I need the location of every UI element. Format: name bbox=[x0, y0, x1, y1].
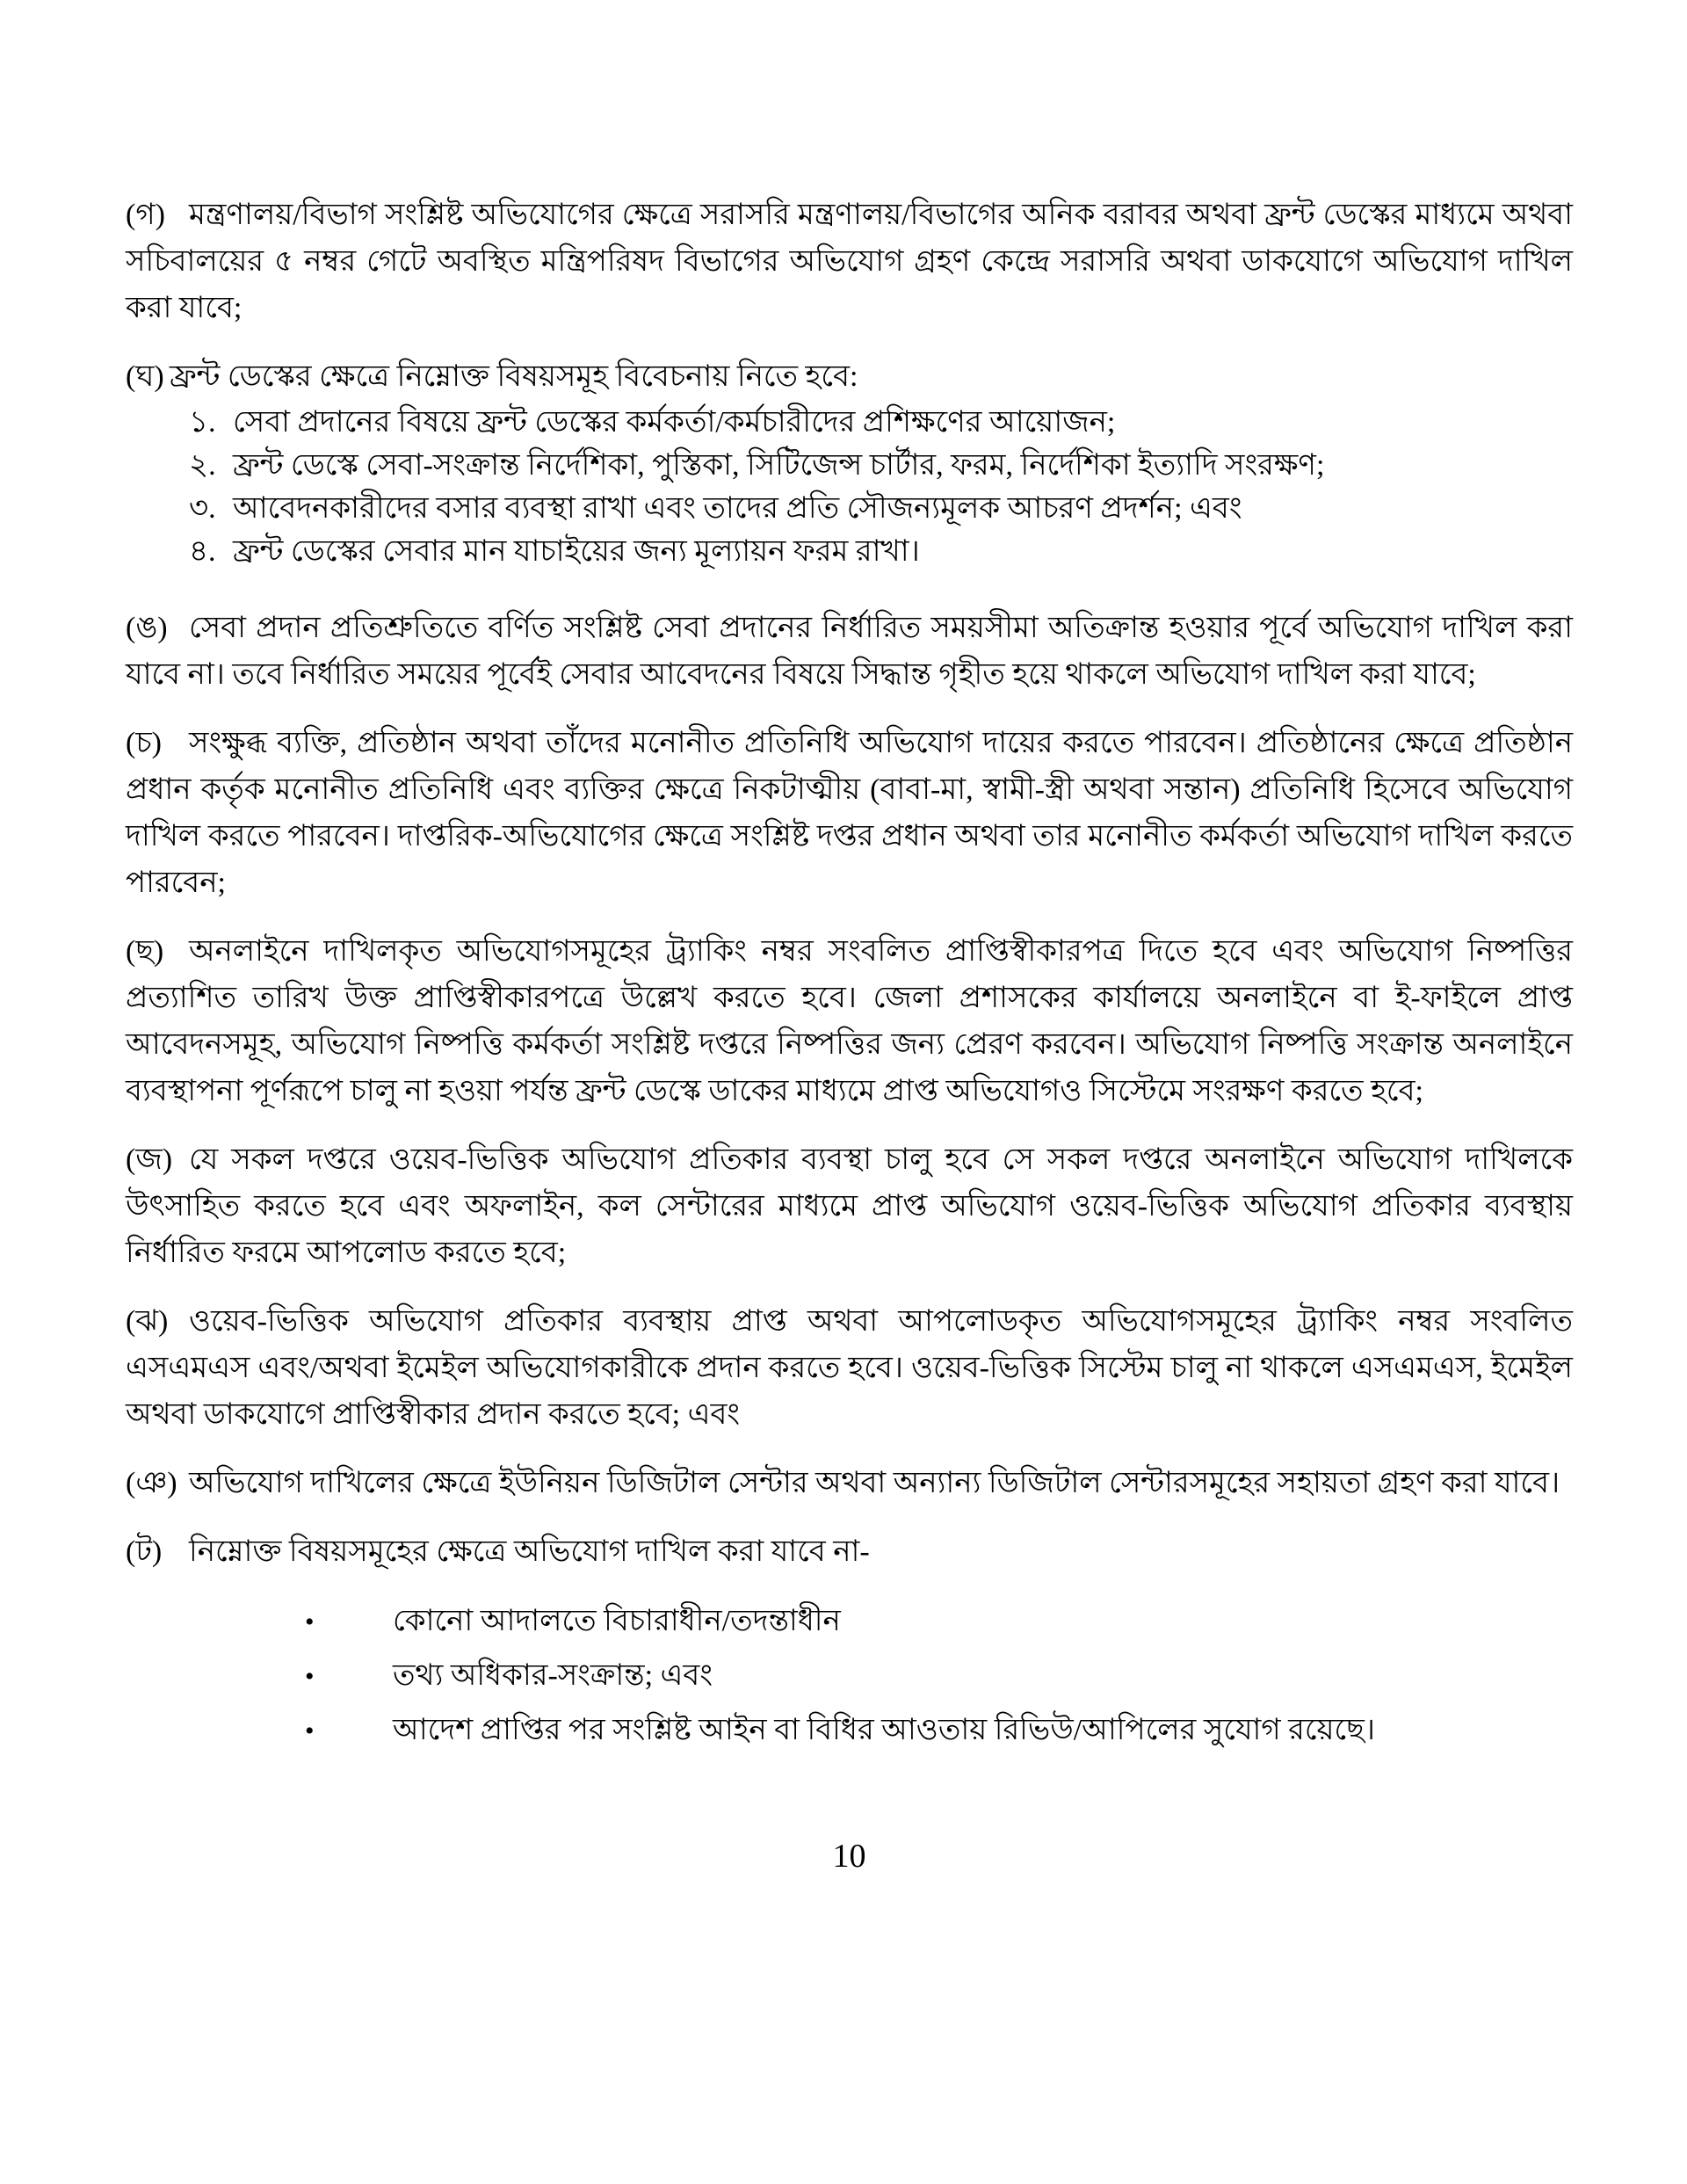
clause-ga bbox=[126, 192, 1573, 331]
list-item-number: ৪. bbox=[189, 535, 216, 568]
bullet-icon: • bbox=[305, 1716, 315, 1745]
list-item-text: ফ্রন্ট ডেস্কের সেবার মান যাচাইয়ের জন্য মূল্যায়ন ফরম রাখা। bbox=[233, 535, 920, 568]
clause-cha bbox=[126, 928, 1573, 1114]
clause-text: সংক্ষুব্ধ ব্যক্তি, প্রতিষ্ঠান অথবা তাঁদের মনোনীত প্রতিনিধি অভিযোগ দায়ের করতে পারবেন। প্রতিষ্ঠানের ক্ষেত্রে প্রতিষ্ঠান প্রধান কর্তৃক মনোনীত প্রতিনিধি এবং ব্যক্তির ক্ষেত্রে নিকটাত্মীয় (বাবা-মা, স্বামী-স্ত্রী অথবা সন্তান) প্রতিনিধি হিসেবে অভিযোগ দাখিল করতে পারবেন। দাপ্তরিক-অভিযোগের ক্ষেত্রে সংশ্লিষ্ট দপ্তর প্রধান অথবা তার মনোনীত কর্মকর্তা অভিযোগ দাখিল করতে পারবেন; bbox=[126, 727, 1573, 899]
bullet-item bbox=[305, 1658, 1573, 1695]
bullet-text: কোনো আদালতে বিচারাধীন/তদন্তাধীন bbox=[393, 1605, 841, 1637]
clause-label: (ঝ) bbox=[126, 1305, 169, 1338]
numbered-list bbox=[126, 405, 1573, 570]
clause-jha bbox=[126, 1298, 1573, 1438]
list-item-text: ফ্রন্ট ডেস্কে সেবা-সংক্রান্ত নির্দেশিকা, পুস্তিকা, সিটিজেন্স চার্টার, ফরম, নির্দেশিকা ইত্যাদি সংরক্ষণ; bbox=[233, 449, 1325, 482]
clause-ca bbox=[126, 720, 1573, 906]
clause-label: (ট) bbox=[126, 1535, 163, 1568]
list-item bbox=[189, 534, 1573, 570]
bullet-text: আদেশ প্রাপ্তির পর সংশ্লিষ্ট আইন বা বিধির আওতায় রিভিউ/আপিলের সুযোগ রয়েছে। bbox=[393, 1714, 1375, 1746]
list-item-number: ১. bbox=[189, 406, 216, 439]
clause-text: সেবা প্রদান প্রতিশ্রুতিতে বর্ণিত সংশ্লিষ্ট সেবা প্রদানের নির্ধারিত সময়সীমা অতিক্রান্ত হওয়ার পূর্বে অভিযোগ দাখিল করা যাবে না। তবে নির্ধারিত সময়ের পূর্বেই সেবার আবেদনের বিষয়ে সিদ্ধান্ত গৃহীত হয়ে থাকলে অভিযোগ দাখিল করা যাবে; bbox=[126, 612, 1573, 691]
page-number: 10 bbox=[832, 1838, 866, 1875]
clause-label: (চ) bbox=[126, 727, 162, 759]
bullet-text: তথ্য অধিকার-সংক্রান্ত; এবং bbox=[393, 1659, 713, 1692]
clause-label: (ঙ) bbox=[126, 612, 168, 644]
list-item-text: আবেদনকারীদের বসার ব্যবস্থা রাখা এবং তাদের প্রতি সৌজন্যমূলক আচরণ প্রদর্শন; এবং bbox=[233, 492, 1242, 525]
list-item bbox=[189, 491, 1573, 526]
list-item-number: ৩. bbox=[189, 492, 216, 525]
list-item-number: ২. bbox=[189, 449, 216, 482]
clause-text: ওয়েব-ভিত্তিক অভিযোগ প্রতিকার ব্যবস্থায় প্রাপ্ত অথবা আপলোডকৃত অভিযোগসমূহের ট্র্যাকিং নম্বর সংবলিত এসএমএস এবং/অথবা ইমেইল অভিযোগকারীকে প্রদান করতে হবে। ওয়েব-ভিত্তিক সিস্টেম চালু না থাকলে এসএমএস, ইমেইল অথবা ডাকযোগে প্রাপ্তিস্বীকার প্রদান করতে হবে; এবং bbox=[126, 1305, 1573, 1431]
clause-uma bbox=[126, 605, 1573, 698]
clause-label: (গ) bbox=[126, 199, 165, 231]
clause-text: যে সকল দপ্তরে ওয়েব-ভিত্তিক অভিযোগ প্রতিকার ব্যবস্থা চালু হবে সে সকল দপ্তরে অনলাইনে অভিযোগ দাখিলকে উৎসাহিত করতে হবে এবং অফলাইন, কল সেন্টারের মাধ্যমে প্রাপ্ত অভিযোগ ওয়েব-ভিত্তিক অভিযোগ প্রতিকার ব্যবস্থায় নির্ধারিত ফরমে আপলোড করতে হবে; bbox=[126, 1143, 1573, 1269]
clause-gha bbox=[126, 353, 1573, 400]
clause-text: মন্ত্রণালয়/বিভাগ সংশ্লিষ্ট অভিযোগের ক্ষেত্রে সরাসরি মন্ত্রণালয়/বিভাগের অনিক বরাবর অথবা ফ্রন্ট ডেস্কের মাধ্যমে অথবা সচিবালয়ের ৫ নম্বর গেটে অবস্থিত মন্ত্রিপরিষদ বিভাগের অভিযোগ গ্রহণ কেন্দ্রে সরাসরি অথবা ডাকযোগে অভিযোগ দাখিল করা যাবে; bbox=[126, 199, 1573, 324]
list-item bbox=[189, 448, 1573, 483]
list-item bbox=[189, 405, 1573, 440]
clause-text: নিম্নোক্ত বিষয়সমূহের ক্ষেত্রে অভিযোগ দাখিল করা যাবে না- bbox=[189, 1535, 870, 1568]
bullet-item bbox=[305, 1712, 1573, 1750]
clause-ja bbox=[126, 1136, 1573, 1276]
bullet-icon: • bbox=[305, 1607, 315, 1636]
clause-label: (জ) bbox=[126, 1143, 173, 1176]
clause-text: ফ্রন্ট ডেস্কের ক্ষেত্রে নিম্নোক্ত বিষয়সমূহ বিবেচনায় নিতে হবে: bbox=[170, 360, 858, 393]
clause-text: অনলাইনে দাখিলকৃত অভিযোগসমূহের ট্র্যাকিং নম্বর সংবলিত প্রাপ্তিস্বীকারপত্র দিতে হবে এবং অভিযোগ নিষ্পত্তির প্রত্যাশিত তারিখ উক্ত প্রাপ্তিস্বীকারপত্রে উল্লেখ করতে হবে। জেলা প্রশাসকের কার্যালয়ে অনলাইনে বা ই-ফাইলে প্রাপ্ত আবেদনসমূহ, অভিযোগ নিষ্পত্তি কর্মকর্তা সংশ্লিষ্ট দপ্তরে নিষ্পত্তির জন্য প্রেরণ করবেন। অভিযোগ নিষ্পত্তি সংক্রান্ত অনলাইনে ব্যবস্থাপনা পূর্ণরূপে চালু না হওয়া পর্যন্ত ফ্রন্ট ডেস্কে ডাকের মাধ্যমে প্রাপ্ত অভিযোগও সিস্টেমে সংরক্ষণ করতে হবে; bbox=[126, 935, 1573, 1107]
clause-text: অভিযোগ দাখিলের ক্ষেত্রে ইউনিয়ন ডিজিটাল সেন্টার অথবা অন্যান্য ডিজিটাল সেন্টারসমূহের সহায়তা গ্রহণ করা যাবে। bbox=[189, 1467, 1560, 1499]
bullet-item bbox=[305, 1603, 1573, 1641]
bullet-list bbox=[126, 1603, 1573, 1750]
clause-label: (ঞ) bbox=[126, 1467, 177, 1499]
list-item-text: সেবা প্রদানের বিষয়ে ফ্রন্ট ডেস্কের কর্মকর্তা/কর্মচারীদের প্রশিক্ষণের আয়োজন; bbox=[233, 406, 1116, 439]
clause-label: (ঘ) bbox=[126, 360, 164, 393]
clause-nya bbox=[126, 1460, 1573, 1506]
clause-tta bbox=[126, 1528, 1573, 1575]
bullet-icon: • bbox=[305, 1662, 315, 1691]
clause-label: (ছ) bbox=[126, 935, 164, 968]
